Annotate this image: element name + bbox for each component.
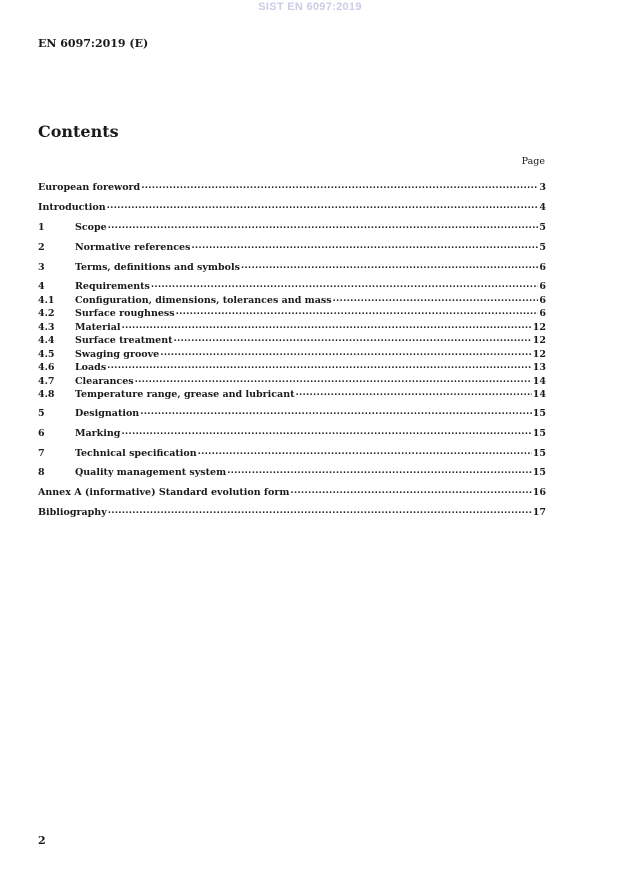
toc-entry[interactable] [38, 221, 546, 234]
toc-entry[interactable] [38, 201, 546, 214]
toc-entry-number: 4.5 [38, 349, 55, 360]
toc-entry-number: 3 [38, 262, 45, 273]
watermark: SIST EN 6097:2019 [258, 1, 362, 13]
toc-entry-title: Technical specification [75, 448, 197, 459]
toc-entry-title: Annex A (informative) Standard evolution form [38, 487, 290, 498]
toc-entry-number: 7 [38, 448, 45, 459]
toc-entry-title: Temperature range, grease and lubricant [75, 389, 295, 400]
contents-heading: Contents [38, 122, 119, 141]
toc-entry-number: 4 [38, 281, 45, 292]
toc-entry-title: Configuration, dimensions, tolerances and mass [75, 295, 332, 306]
toc-entry-page: 17 [532, 507, 546, 518]
dot-leader [160, 346, 532, 359]
toc-entry[interactable] [38, 466, 546, 479]
toc-entry-title: Normative references [75, 242, 191, 253]
toc-entry-number: 4.4 [38, 335, 55, 346]
toc-entry-page: 5 [539, 242, 546, 253]
toc-entry[interactable] [38, 181, 546, 194]
toc-entry[interactable] [38, 447, 546, 460]
document-id: EN 6097:2019 (E) [38, 37, 149, 50]
toc-entry-number: 4.7 [38, 376, 55, 387]
dot-leader [108, 219, 539, 232]
toc-entry-title: Loads [75, 362, 107, 373]
toc-entry-page: 3 [539, 182, 546, 193]
toc-entry-page: 14 [532, 389, 546, 400]
toc-entry-number: 4.3 [38, 322, 55, 333]
dot-leader [333, 292, 539, 305]
toc-entry-page: 14 [532, 376, 546, 387]
toc-entry-title: Surface treatment [75, 335, 173, 346]
toc-entry-page: 12 [532, 335, 546, 346]
toc-entry-title: Bibliography [38, 507, 107, 518]
toc-entry-page: 6 [539, 262, 546, 273]
toc-entry-page: 16 [532, 487, 546, 498]
toc-entry-title: Terms, definitions and symbols [75, 262, 240, 273]
toc-entry-page: 6 [539, 295, 546, 306]
toc-entry-page: 15 [532, 428, 546, 439]
page-number: 2 [38, 834, 46, 847]
toc-entry-title: Marking [75, 428, 121, 439]
dot-leader [121, 425, 531, 438]
toc-entry-title: Designation [75, 408, 140, 419]
toc-entry[interactable] [38, 427, 546, 440]
toc-entry[interactable] [38, 506, 546, 519]
toc-entry-title: Introduction [38, 202, 106, 213]
dot-leader [135, 373, 532, 386]
toc-entry-number: 4.2 [38, 308, 55, 319]
toc-entry-title: Clearances [75, 376, 134, 387]
toc-entry-number: 5 [38, 408, 45, 419]
dot-leader [107, 359, 532, 372]
toc-entry-number: 1 [38, 222, 45, 233]
dot-leader [227, 464, 532, 477]
toc-entry-title: Swaging groove [75, 349, 160, 360]
dot-leader [296, 386, 532, 399]
dot-leader [198, 445, 532, 458]
page-column-label: Page [521, 156, 545, 167]
dot-leader [174, 332, 532, 345]
toc-entry-number: 2 [38, 242, 45, 253]
dot-leader [290, 484, 531, 497]
toc-entry[interactable] [38, 407, 546, 420]
dot-leader [176, 305, 539, 318]
toc-entry-page: 15 [532, 408, 546, 419]
toc-entry-page: 12 [532, 349, 546, 360]
toc-entry-title: Surface roughness [75, 308, 175, 319]
toc-entry-page: 15 [532, 467, 546, 478]
dot-leader [107, 199, 539, 212]
toc-entry-title: Quality management system [75, 467, 227, 478]
toc-entry-page: 4 [539, 202, 546, 213]
dot-leader [121, 319, 531, 332]
toc-entry[interactable] [38, 241, 546, 254]
dot-leader [151, 278, 538, 291]
toc-entry[interactable] [38, 486, 546, 499]
toc-entry-title: European foreword [38, 182, 141, 193]
toc-entry-number: 8 [38, 467, 45, 478]
toc-entry-number: 4.8 [38, 389, 55, 400]
toc-entry-page: 15 [532, 448, 546, 459]
toc-entry-number: 4.1 [38, 295, 55, 306]
toc-entry-title: Scope [75, 222, 107, 233]
toc-entry-number: 6 [38, 428, 45, 439]
toc-entry-page: 6 [539, 308, 546, 319]
dot-leader [191, 239, 538, 252]
dot-leader [141, 179, 538, 192]
toc-entry-page: 5 [539, 222, 546, 233]
dot-leader [108, 504, 532, 517]
toc-entry-page: 6 [539, 281, 546, 292]
toc-entry[interactable] [38, 388, 546, 401]
dot-leader [140, 405, 532, 418]
toc-entry-page: 12 [532, 322, 546, 333]
toc-entry[interactable] [38, 261, 546, 274]
dot-leader [241, 259, 538, 272]
toc-entry-title: Material [75, 322, 121, 333]
toc-entry-number: 4.6 [38, 362, 55, 373]
toc-entry-page: 13 [532, 362, 546, 373]
toc-entry-title: Requirements [75, 281, 150, 292]
